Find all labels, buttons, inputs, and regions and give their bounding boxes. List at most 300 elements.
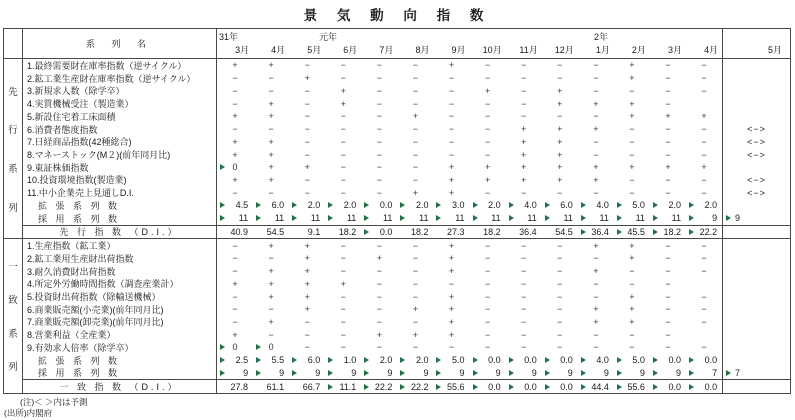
comment-marker-icon bbox=[473, 215, 478, 221]
value-cell: + bbox=[448, 162, 455, 173]
month-header-cell: 1月 bbox=[595, 45, 610, 55]
comment-marker-icon bbox=[581, 229, 586, 235]
value-cells bbox=[217, 341, 722, 354]
value-cell: − bbox=[701, 187, 707, 198]
value-cell: 44.4 bbox=[578, 380, 614, 393]
value-cell: − bbox=[304, 149, 310, 160]
value-cell: 9 bbox=[542, 367, 578, 380]
value-cell: + bbox=[340, 278, 346, 289]
series-name: 6.商業販売額(小売業)(前年同月比) bbox=[23, 303, 217, 316]
forecast-cell: <−> bbox=[722, 135, 790, 148]
table-row bbox=[23, 135, 790, 148]
value-cell: + bbox=[376, 329, 382, 340]
value-cell bbox=[722, 84, 790, 97]
value-cell: 9 bbox=[650, 367, 686, 380]
table-row bbox=[23, 239, 790, 252]
series-name: 2.鉱工業生産財在庫率指数（逆サイクル） bbox=[23, 72, 217, 85]
comment-marker-icon bbox=[436, 215, 441, 221]
value-cells bbox=[217, 354, 722, 367]
value-cell: 2.0 bbox=[650, 199, 686, 212]
side-label-char: 系 bbox=[8, 328, 18, 340]
value-cells bbox=[217, 72, 722, 85]
value-cell: + bbox=[232, 111, 238, 122]
side-label-char: 一 bbox=[8, 261, 18, 273]
forecast-cell: <−> bbox=[722, 123, 790, 136]
value-cell: + bbox=[629, 111, 635, 122]
value-cell: 22.2 bbox=[361, 380, 397, 393]
value-cell: − bbox=[665, 73, 671, 84]
series-name: 採 用 系 列 数 bbox=[23, 367, 217, 380]
value-cell: − bbox=[701, 266, 707, 277]
forecast-cell: <−> bbox=[722, 148, 790, 161]
table-row bbox=[23, 59, 790, 72]
comment-marker-icon bbox=[436, 202, 441, 208]
value-cell: − bbox=[232, 187, 238, 198]
value-cell: + bbox=[484, 162, 491, 173]
month-header-cell: 4月 bbox=[704, 45, 719, 55]
value-cell: 11 bbox=[614, 212, 650, 225]
value-cell: 27.3 bbox=[447, 226, 465, 237]
series-name: 4.実質機械受注（製造業） bbox=[23, 97, 217, 110]
value-cell: + bbox=[521, 136, 527, 147]
value-cell: − bbox=[340, 316, 346, 327]
month-header-cell: 11月 bbox=[519, 45, 538, 55]
value-cell: 9 bbox=[361, 367, 397, 380]
value-cell: 0.0 bbox=[470, 354, 506, 367]
value-cell: 11 bbox=[397, 212, 433, 225]
value-cell: 0.0 bbox=[542, 354, 578, 367]
value-cell: + bbox=[304, 278, 310, 289]
value-cell: − bbox=[304, 98, 310, 109]
value-cell: 9 bbox=[217, 367, 253, 380]
value-cell: 0 bbox=[253, 341, 289, 354]
value-cell: 2.0 bbox=[289, 199, 325, 212]
value-cell: − bbox=[521, 304, 527, 315]
value-cells bbox=[217, 110, 722, 123]
value-cell: 9 bbox=[722, 212, 790, 225]
table-row bbox=[23, 174, 790, 187]
comment-marker-icon bbox=[473, 384, 478, 390]
table-row bbox=[23, 212, 790, 225]
value-cell: − bbox=[665, 149, 671, 160]
comment-marker-icon bbox=[220, 215, 225, 221]
comment-marker-icon bbox=[256, 344, 261, 350]
value-cell: 54.5 bbox=[555, 226, 573, 237]
value-cell: − bbox=[629, 174, 635, 185]
value-cell: 5.0 bbox=[433, 354, 469, 367]
value-cell: + bbox=[665, 111, 671, 122]
comment-marker-icon bbox=[328, 202, 333, 208]
value-cell: 2.0 bbox=[686, 199, 722, 212]
value-cell: 9 bbox=[433, 367, 469, 380]
value-cell bbox=[722, 316, 790, 329]
series-name: 先 行 指 数 （D.I.） bbox=[23, 226, 217, 239]
value-cell: − bbox=[232, 85, 238, 96]
value-cells bbox=[217, 59, 722, 72]
value-cell bbox=[722, 59, 790, 72]
value-cell: + bbox=[665, 162, 671, 173]
value-cells bbox=[217, 199, 722, 212]
table-row bbox=[23, 303, 790, 316]
value-cell: − bbox=[484, 291, 491, 302]
value-cell: − bbox=[629, 329, 635, 340]
side-label-char: 列 bbox=[8, 362, 18, 374]
table-row bbox=[23, 161, 790, 174]
series-name: 9.有効求人倍率（除学卒） bbox=[23, 341, 217, 354]
value-cell: − bbox=[412, 162, 419, 173]
comment-marker-icon bbox=[581, 215, 586, 221]
value-cell: − bbox=[665, 187, 671, 198]
value-cell: + bbox=[268, 316, 274, 327]
value-cell: − bbox=[557, 342, 563, 353]
value-cell: + bbox=[593, 98, 599, 109]
value-cell: − bbox=[232, 240, 238, 251]
series-name: 8.営業利益（全産業） bbox=[23, 328, 217, 341]
value-cell: − bbox=[484, 240, 491, 251]
comment-marker-icon bbox=[256, 370, 261, 376]
value-cell: − bbox=[340, 73, 346, 84]
value-cells bbox=[217, 186, 722, 199]
value-cell: 11.1 bbox=[325, 380, 361, 393]
comment-marker-icon bbox=[545, 370, 550, 376]
value-cell: + bbox=[232, 174, 238, 185]
value-cell bbox=[722, 277, 790, 290]
month-header-cell: 9月 bbox=[451, 45, 466, 55]
value-cell: − bbox=[557, 304, 563, 315]
value-cell: 9 bbox=[325, 367, 361, 380]
forecast-cell: <−> bbox=[722, 174, 790, 187]
value-cell: + bbox=[593, 304, 599, 315]
value-cell: − bbox=[376, 316, 382, 327]
value-cell: − bbox=[340, 253, 346, 264]
business-conditions-table bbox=[3, 28, 791, 394]
comment-marker-icon bbox=[509, 202, 514, 208]
value-cell: − bbox=[448, 149, 455, 160]
table-row bbox=[23, 316, 790, 329]
comment-marker-icon bbox=[328, 384, 333, 390]
value-cell: 11 bbox=[578, 212, 614, 225]
value-cell: − bbox=[376, 278, 382, 289]
value-cell: − bbox=[484, 124, 491, 135]
value-cell: + bbox=[268, 60, 274, 71]
comment-marker-icon bbox=[400, 357, 405, 363]
series-name: 7.日経商品指数(42種総合) bbox=[23, 135, 217, 148]
series-name: 2.鉱工業用生産財出荷指数 bbox=[23, 252, 217, 265]
series-name: 拡 張 系 列 数 bbox=[23, 354, 217, 367]
value-cell: + bbox=[340, 98, 346, 109]
value-cell: − bbox=[412, 73, 419, 84]
value-cell: − bbox=[448, 98, 455, 109]
value-cell: − bbox=[521, 98, 527, 109]
section-side-label bbox=[4, 239, 23, 393]
table-header bbox=[4, 29, 790, 59]
value-cell: 4.0 bbox=[578, 354, 614, 367]
series-name: 1.最終需要財在庫率指数（逆サイクル） bbox=[23, 59, 217, 72]
value-cell: + bbox=[232, 149, 238, 160]
value-cell: + bbox=[448, 304, 455, 315]
value-cell: − bbox=[232, 253, 238, 264]
comment-marker-icon bbox=[364, 229, 369, 235]
value-cells bbox=[217, 316, 722, 329]
value-cell: − bbox=[629, 266, 635, 277]
series-name: 3.新規求人数（除学卒） bbox=[23, 84, 217, 97]
value-cell: 55.6 bbox=[614, 380, 650, 393]
month-header-cell: 3月 bbox=[668, 45, 683, 55]
comment-marker-icon bbox=[473, 370, 478, 376]
comment-marker-icon bbox=[509, 215, 514, 221]
value-cell: + bbox=[629, 316, 635, 327]
series-name: 11.中小企業売上見通しD.I. bbox=[23, 186, 217, 199]
value-cell: − bbox=[376, 124, 382, 135]
value-cell: 4.5 bbox=[217, 199, 253, 212]
comment-marker-icon bbox=[726, 370, 731, 376]
comment-marker-icon bbox=[545, 202, 550, 208]
value-cell: − bbox=[484, 98, 491, 109]
value-cell: − bbox=[340, 304, 346, 315]
value-cell: + bbox=[340, 85, 346, 96]
side-label-char: 列 bbox=[8, 202, 18, 214]
value-cells bbox=[217, 226, 722, 239]
table-row bbox=[23, 354, 790, 367]
value-cell: + bbox=[593, 316, 599, 327]
value-cell: − bbox=[340, 162, 346, 173]
value-cell: − bbox=[557, 73, 563, 84]
value-cell: + bbox=[484, 85, 491, 96]
value-cell: − bbox=[484, 304, 491, 315]
value-cell: + bbox=[557, 136, 563, 147]
value-cell: − bbox=[701, 304, 707, 315]
value-cell: − bbox=[701, 136, 707, 147]
value-cell bbox=[722, 341, 790, 354]
value-cell: 11 bbox=[470, 212, 506, 225]
value-cell: − bbox=[593, 136, 599, 147]
table-row bbox=[23, 328, 790, 341]
value-cell: + bbox=[304, 253, 310, 264]
comment-marker-icon bbox=[653, 357, 658, 363]
value-cell: 54.5 bbox=[266, 226, 285, 237]
value-cell: − bbox=[665, 136, 671, 147]
value-cell: 9.1 bbox=[307, 226, 321, 237]
value-cell: + bbox=[448, 240, 455, 251]
value-cell: 11 bbox=[361, 212, 397, 225]
value-cell: + bbox=[412, 329, 419, 340]
month-header-row bbox=[217, 42, 722, 58]
year-label-2: 2年 bbox=[594, 32, 609, 42]
value-cell: − bbox=[521, 278, 527, 289]
value-cell: − bbox=[304, 316, 310, 327]
di-summary-row bbox=[23, 379, 790, 393]
value-cell: 9 bbox=[253, 367, 289, 380]
value-cell: − bbox=[521, 316, 527, 327]
value-cell: + bbox=[593, 174, 599, 185]
value-cell: 36.4 bbox=[578, 226, 614, 239]
side-label-char: 系 bbox=[8, 163, 18, 175]
value-cell: − bbox=[665, 240, 671, 251]
di-summary-row bbox=[23, 225, 790, 239]
value-cells bbox=[217, 265, 722, 278]
value-cell: − bbox=[557, 253, 563, 264]
value-cell: + bbox=[448, 187, 455, 198]
value-cell: 7 bbox=[686, 367, 722, 380]
value-cells bbox=[217, 380, 722, 393]
value-cell: 0 bbox=[217, 341, 253, 354]
value-cell: 40.9 bbox=[230, 226, 249, 237]
value-cell: − bbox=[701, 73, 707, 84]
side-label-char: 先 bbox=[8, 86, 18, 98]
value-cell: − bbox=[376, 60, 382, 71]
value-cell: 9 bbox=[397, 367, 433, 380]
value-cell: − bbox=[484, 187, 491, 198]
value-cell: − bbox=[340, 266, 346, 277]
value-cell: 1.0 bbox=[325, 354, 361, 367]
comment-marker-icon bbox=[400, 202, 405, 208]
comment-marker-icon bbox=[545, 384, 550, 390]
value-cell: + bbox=[629, 73, 635, 84]
comment-marker-icon bbox=[256, 215, 261, 221]
value-cell: − bbox=[340, 149, 346, 160]
value-cell: − bbox=[412, 291, 419, 302]
value-cell bbox=[722, 161, 790, 174]
value-cell: − bbox=[340, 329, 346, 340]
value-cell: − bbox=[268, 253, 274, 264]
value-cell: − bbox=[304, 342, 310, 353]
value-cell: − bbox=[557, 291, 563, 302]
value-cell: 7 bbox=[722, 367, 790, 380]
comment-marker-icon bbox=[256, 202, 261, 208]
value-cell bbox=[722, 380, 790, 393]
value-cell: 66.7 bbox=[302, 381, 321, 392]
comment-marker-icon bbox=[653, 215, 658, 221]
value-cell: 11 bbox=[433, 212, 469, 225]
value-cell: − bbox=[484, 111, 491, 122]
value-cell: − bbox=[268, 187, 274, 198]
value-cell: 3.0 bbox=[433, 199, 469, 212]
value-cell: − bbox=[448, 111, 455, 122]
value-cell: − bbox=[412, 174, 419, 185]
comment-marker-icon bbox=[400, 384, 405, 390]
value-cell: 11 bbox=[289, 212, 325, 225]
value-cell: + bbox=[593, 162, 599, 173]
comment-marker-icon bbox=[220, 202, 225, 208]
value-cell: − bbox=[448, 136, 455, 147]
month-header-cell: 5月 bbox=[307, 45, 322, 55]
value-cell: 0.0 bbox=[506, 354, 542, 367]
value-cell: + bbox=[268, 98, 274, 109]
value-cell: − bbox=[376, 304, 382, 315]
value-cell: 11 bbox=[650, 212, 686, 225]
value-cell bbox=[722, 354, 790, 367]
value-cell: − bbox=[376, 136, 382, 147]
value-cell: − bbox=[701, 174, 707, 185]
series-name: 9.東証株価指数 bbox=[23, 161, 217, 174]
table-row bbox=[23, 123, 790, 136]
value-cell: − bbox=[376, 240, 382, 251]
value-cell: + bbox=[593, 266, 599, 277]
section-side-label bbox=[4, 59, 23, 238]
series-name: 5.新設住宅着工床面積 bbox=[23, 110, 217, 123]
value-cell: − bbox=[665, 124, 671, 135]
value-cell: 9 bbox=[686, 212, 722, 225]
value-cells bbox=[217, 367, 722, 380]
series-name: 4.所定外労働時間指数（調査産業計） bbox=[23, 277, 217, 290]
month-header-cell: 2月 bbox=[631, 45, 646, 55]
value-cell: − bbox=[412, 266, 419, 277]
table-row bbox=[23, 341, 790, 354]
comment-marker-icon bbox=[292, 370, 297, 376]
value-cell: + bbox=[412, 187, 419, 198]
value-cell: + bbox=[304, 266, 310, 277]
value-cell: − bbox=[484, 60, 491, 71]
value-cell: − bbox=[593, 187, 599, 198]
value-cell: + bbox=[304, 240, 310, 251]
table-row bbox=[23, 186, 790, 199]
value-cell: 27.8 bbox=[230, 381, 249, 392]
comment-marker-icon bbox=[220, 370, 225, 376]
value-cell: − bbox=[701, 342, 707, 353]
value-cell: − bbox=[593, 342, 599, 353]
value-cell: − bbox=[557, 278, 563, 289]
value-cell: − bbox=[629, 342, 635, 353]
value-cell: − bbox=[593, 253, 599, 264]
value-cell: 11 bbox=[325, 212, 361, 225]
value-cell: − bbox=[268, 85, 274, 96]
value-cell: − bbox=[629, 278, 635, 289]
months-header-area bbox=[217, 29, 722, 58]
value-cell: + bbox=[629, 98, 635, 109]
value-cell: − bbox=[304, 174, 310, 185]
value-cell: − bbox=[304, 136, 310, 147]
table-row bbox=[23, 148, 790, 161]
value-cell: − bbox=[448, 85, 455, 96]
value-cell: − bbox=[412, 98, 419, 109]
value-cell: 5.0 bbox=[614, 354, 650, 367]
value-cell: 0.0 bbox=[542, 380, 578, 393]
month-header-cell: 7月 bbox=[379, 45, 394, 55]
value-cell: + bbox=[557, 124, 563, 135]
value-cells bbox=[217, 123, 722, 136]
value-cell: − bbox=[665, 291, 671, 302]
value-cell: + bbox=[268, 291, 274, 302]
month-header-cell: 3月 bbox=[235, 45, 250, 55]
value-cell bbox=[722, 265, 790, 278]
value-cell: − bbox=[340, 136, 346, 147]
value-cell bbox=[722, 110, 790, 123]
value-cell: 18.2 bbox=[338, 226, 357, 237]
value-cell: − bbox=[701, 291, 707, 302]
value-cells bbox=[217, 277, 722, 290]
value-cell: 0 bbox=[217, 161, 253, 174]
comment-marker-icon bbox=[653, 370, 658, 376]
value-cell: − bbox=[521, 329, 527, 340]
value-cell: 18.2 bbox=[650, 226, 686, 239]
value-cell: − bbox=[448, 342, 455, 353]
value-cell: + bbox=[629, 240, 635, 251]
value-cell: − bbox=[304, 187, 310, 198]
comment-marker-icon bbox=[581, 370, 586, 376]
value-cells bbox=[217, 161, 722, 174]
value-cell: + bbox=[521, 174, 527, 185]
value-cell: − bbox=[557, 187, 563, 198]
value-cell: 2.0 bbox=[325, 199, 361, 212]
value-cell bbox=[722, 328, 790, 341]
value-cells bbox=[217, 84, 722, 97]
value-cell: 22.2 bbox=[397, 380, 433, 393]
comment-marker-icon bbox=[617, 384, 622, 390]
table-row bbox=[23, 265, 790, 278]
table-row bbox=[23, 72, 790, 85]
value-cell: − bbox=[304, 60, 310, 71]
value-cell: − bbox=[412, 136, 419, 147]
